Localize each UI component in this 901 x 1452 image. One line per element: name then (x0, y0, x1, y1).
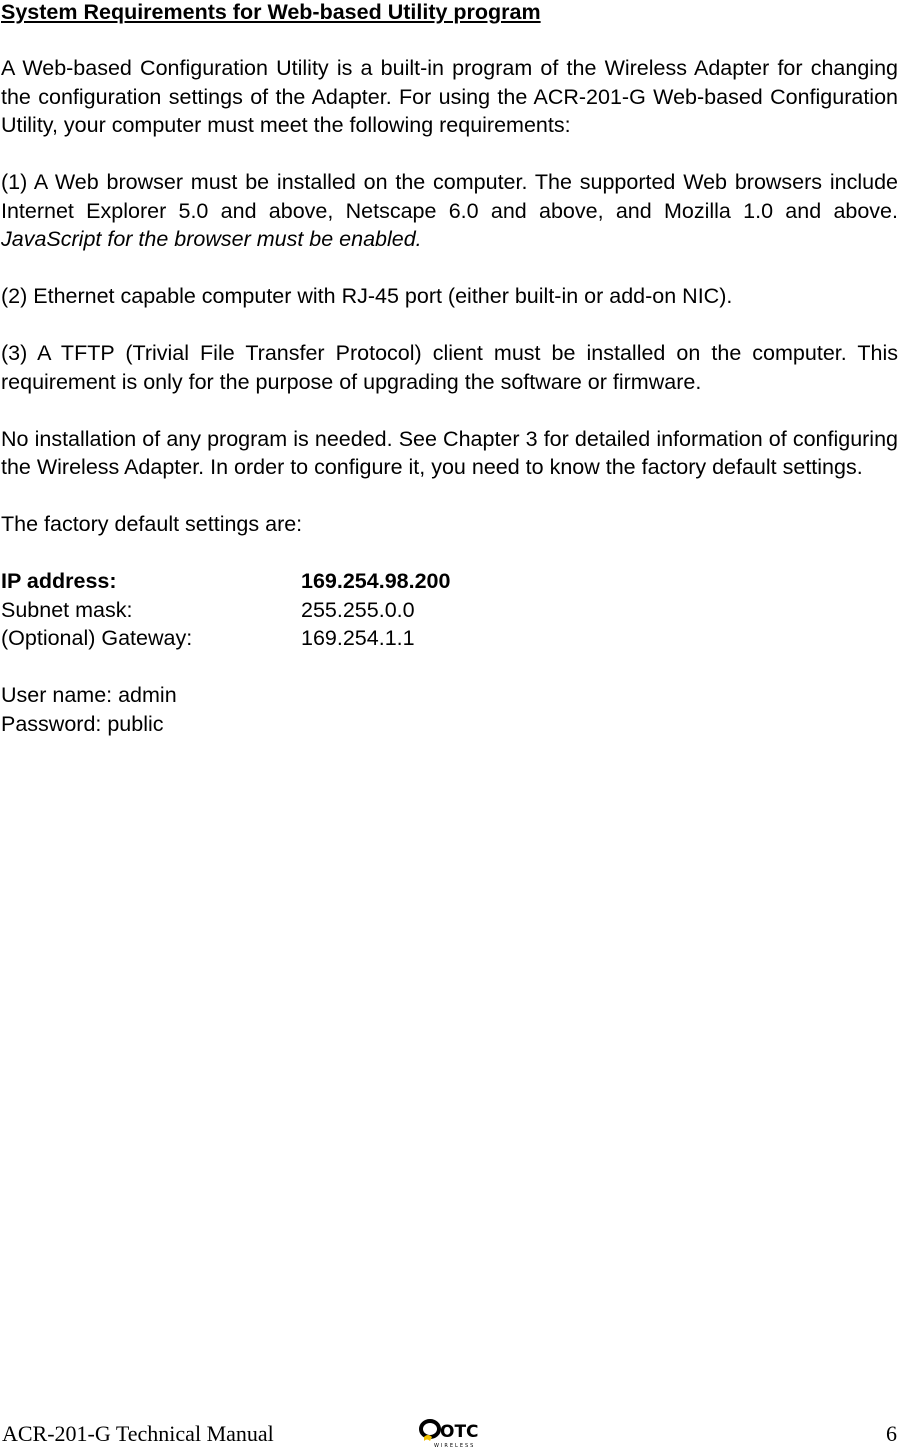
setting-label: Subnet mask: (1, 597, 133, 622)
password-line: Password: public (1, 711, 164, 736)
logo-text: OTC (440, 1422, 479, 1442)
otc-wireless-logo (418, 1415, 484, 1449)
requirement-1-text: (1) A Web browser must be installed on the computer. The supported Web browsers include Internet Explorer 5.0 and above, Netscape 6.0 and above, and Mozilla 1.0 and above. (1, 170, 898, 223)
requirement-1 (1, 168, 898, 254)
requirement-3: (3) A TFTP (Trivial File Transfer Protocol) client must be installed on the computer. This requirement is only for the purpose of upgrading the software or firmware. (1, 341, 898, 394)
defaults-intro: The factory default settings are: (1, 512, 303, 536)
setting-value: 169.254.98.200 (301, 569, 451, 593)
installation-note: No installation of any program is needed. See Chapter 3 for detailed information of configuring the Wireless Adapter. In order to configure it, you need to know the factory default settings. (1, 426, 898, 479)
requirement-2: (2) Ethernet capable computer with RJ-45 port (either built-in or add-on NIC). (1, 284, 733, 308)
logo-o-mark (421, 1421, 439, 1437)
setting-value: 255.255.0.0 (301, 597, 415, 622)
page-footer (0, 1415, 901, 1451)
username-line: User name: admin (1, 683, 177, 707)
page-number: 6 (886, 1421, 897, 1446)
intro-paragraph: A Web-based Configuration Utility is a built-in program of the Wireless Adapter for changing the configuration settings of the Adapter. For using the ACR-201-G Web-based Configuration Utility, your computer must meet the following requirements: (1, 56, 898, 137)
section-heading: System Requirements for Web-based Utility program (1, 0, 541, 24)
settings-row-subnet (1, 596, 450, 625)
setting-label: (Optional) Gateway: (1, 626, 193, 650)
settings-row-ip (1, 567, 450, 596)
requirement-1-note: JavaScript for the browser must be enabled. (1, 227, 422, 251)
setting-value: 169.254.1.1 (301, 626, 415, 650)
default-settings-table (1, 567, 450, 653)
manual-title: ACR-201-G Technical Manual (2, 1421, 274, 1446)
logo-subtext: WIRELESS (434, 1443, 476, 1449)
settings-row-gateway (1, 624, 450, 653)
setting-label: IP address: (1, 569, 117, 593)
page-content (1, 0, 898, 738)
